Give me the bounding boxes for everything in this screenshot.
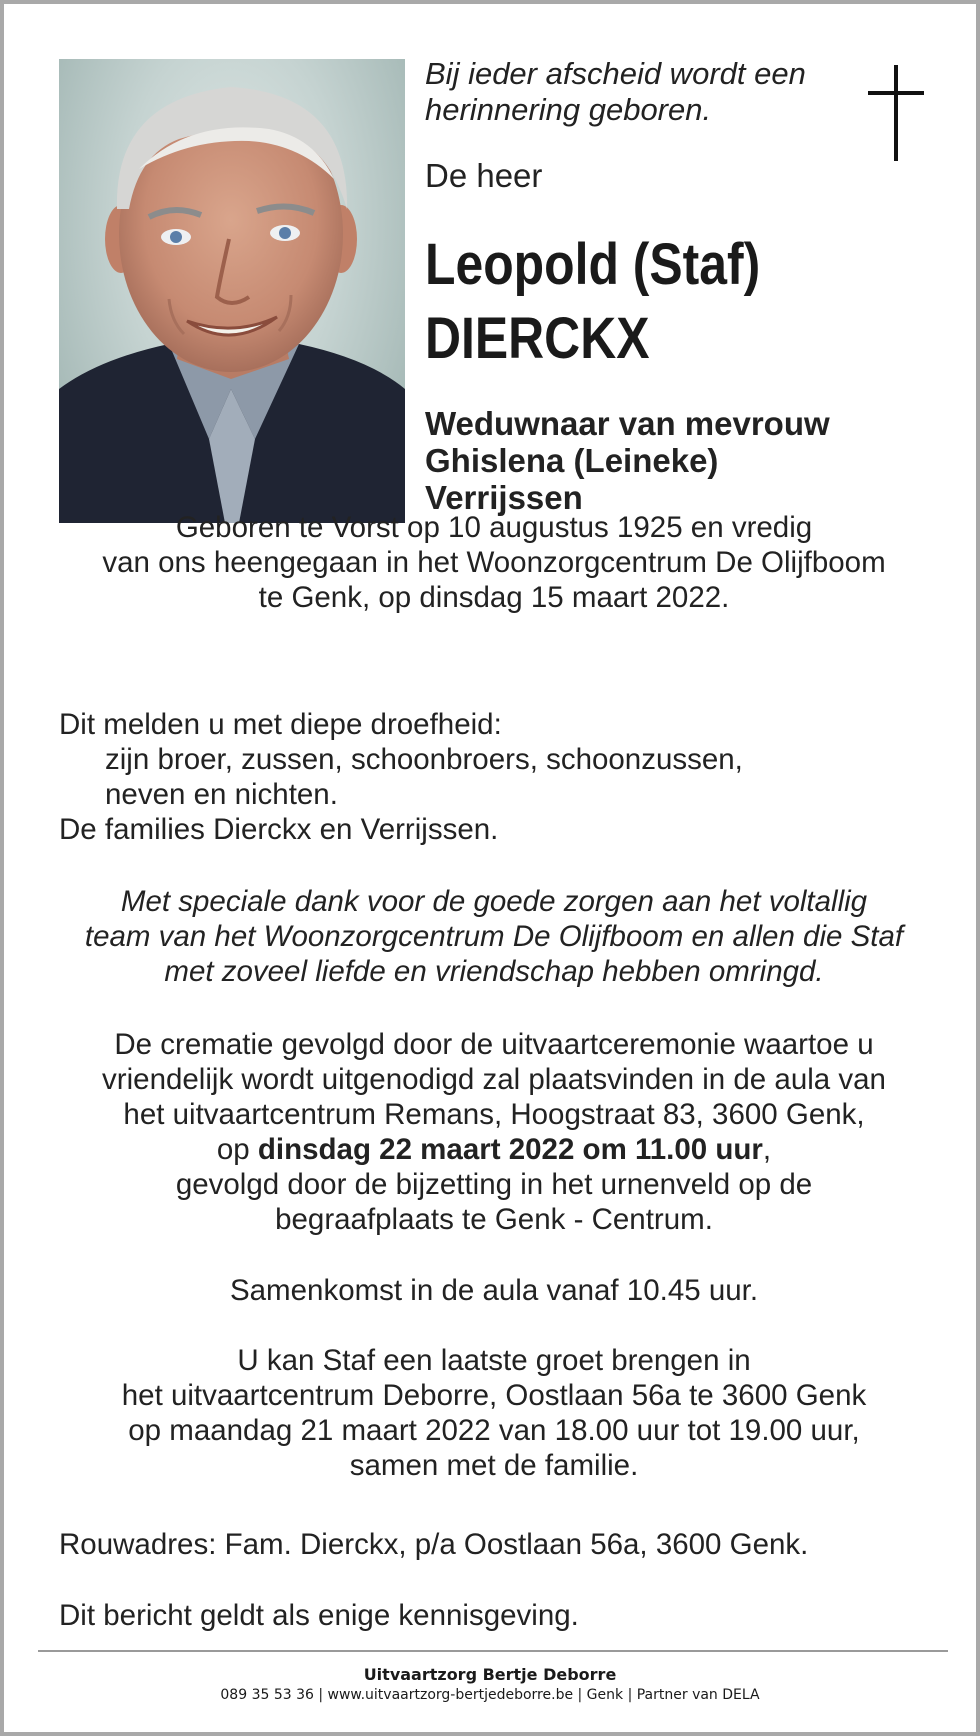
announcers-intro: Dit melden u met diepe droefheid:: [59, 708, 502, 741]
paragraph-line: team van het Woonzorgcentrum De Olijfboom en allen die Staf: [84, 920, 904, 953]
paragraph-line: met zoveel liefde en vriendschap hebben omringd.: [164, 955, 824, 988]
paragraph-line: te Genk, op dinsdag 15 maart 2022.: [258, 581, 730, 614]
paragraph-line: van ons heengegaan in het Woonzorgcentrum De Olijfboom: [102, 546, 886, 579]
funeral-company-info: 089 35 53 36 | www.uitvaartzorg-bertjedeborre.be | Genk | Partner van DELA: [220, 1687, 760, 1703]
paragraph-line: De crematie gevolgd door de uitvaartceremonie waartoe u: [114, 1028, 874, 1061]
birth-death-paragraph: [59, 510, 929, 615]
funeral-company-name: Uitvaartzorg Bertje Deborre: [363, 1665, 617, 1684]
ceremony-paragraph: [59, 1027, 929, 1237]
ceremony-date: dinsdag 22 maart 2022 om 11.00 uur: [257, 1133, 763, 1166]
mourning-address: Rouwadres: Fam. Dierckx, p/a Oostlaan 56a, 3600 Genk.: [59, 1528, 809, 1561]
salutation: De heer: [425, 157, 543, 194]
deceased-first-name: Leopold (Staf): [425, 232, 761, 297]
relatives-line: neven en nichten.: [105, 778, 338, 811]
deceased-name: [425, 228, 872, 376]
widow-line: Verrijssen: [425, 479, 583, 516]
paragraph-line: Geboren te Vorst op 10 augustus 1925 en vredig: [175, 511, 813, 544]
portrait-photo: [59, 59, 405, 523]
paragraph-line: het uitvaartcentrum Remans, Hoogstraat 83, 3600 Genk,: [123, 1098, 865, 1131]
widow-of: [425, 405, 945, 516]
announcers-paragraph: [59, 707, 929, 847]
paragraph-line: het uitvaartcentrum Deborre, Oostlaan 56a te 3600 Genk: [121, 1379, 867, 1412]
deceased-last-name: DIERCKX: [425, 306, 650, 371]
paragraph-line: U kan Staf een laatste groet brengen in: [237, 1344, 751, 1377]
ceremony-date-line: [59, 1132, 929, 1167]
paragraph-line: vriendelijk wordt uitgenodigd zal plaatsvinden in de aula van: [102, 1063, 886, 1096]
footer-divider: [38, 1650, 948, 1652]
gathering-line: Samenkomst in de aula vanaf 10.45 uur.: [229, 1274, 759, 1307]
paragraph-line: Met speciale dank voor de goede zorgen aan het voltallig: [120, 885, 868, 918]
notice-line: Dit bericht geldt als enige kennisgeving.: [59, 1599, 579, 1632]
paragraph-line: op maandag 21 maart 2022 van 18.00 uur tot 19.00 uur,: [128, 1414, 860, 1447]
cross-icon: [868, 65, 924, 166]
thanks-paragraph: [59, 884, 929, 989]
relatives-line: zijn broer, zussen, schoonbroers, schoonzussen,: [105, 743, 743, 776]
farewell-paragraph: [59, 1343, 929, 1483]
date-suffix: ,: [762, 1133, 772, 1166]
widow-line: Weduwnaar van mevrouw: [425, 405, 830, 442]
date-prefix: op: [216, 1133, 258, 1166]
families-line: De families Dierckx en Verrijssen.: [59, 813, 499, 846]
widow-line: Ghislena (Leineke): [425, 442, 719, 479]
quote-line: herinnering geboren.: [425, 92, 712, 127]
paragraph-line: begraafplaats te Genk - Centrum.: [275, 1203, 713, 1236]
paragraph-line: samen met de familie.: [349, 1449, 639, 1482]
quote: [425, 56, 805, 128]
paragraph-line: gevolgd door de bijzetting in het urnenveld op de: [175, 1168, 813, 1201]
quote-line: Bij ieder afscheid wordt een: [425, 56, 806, 91]
